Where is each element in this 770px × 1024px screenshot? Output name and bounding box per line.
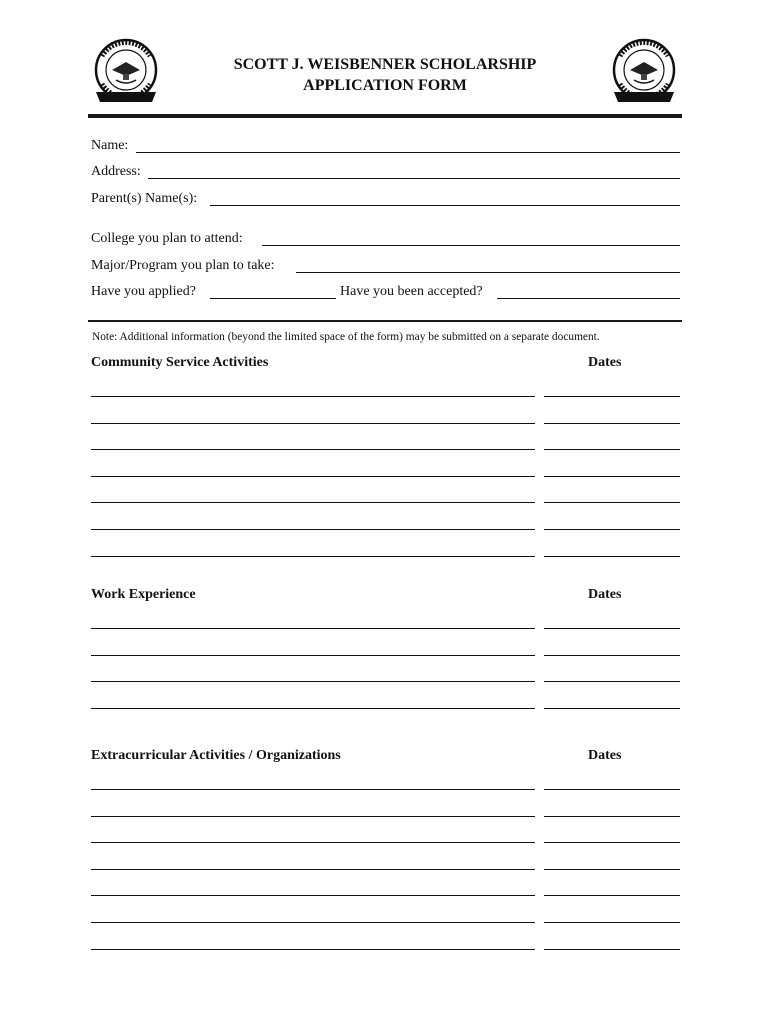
community-dates-line[interactable] <box>544 502 680 503</box>
form-title-line2: APPLICATION FORM <box>303 77 467 94</box>
extracurricular-dates-line[interactable] <box>544 842 680 843</box>
address-field[interactable] <box>148 178 680 179</box>
extracurricular-heading: Extracurricular Activities / Organizations <box>91 748 341 763</box>
extracurricular-activity-line[interactable] <box>91 895 535 896</box>
extracurricular-dates-line[interactable] <box>544 949 680 950</box>
extracurricular-activity-line[interactable] <box>91 922 535 923</box>
section-divider <box>88 320 682 322</box>
community-dates-line[interactable] <box>544 556 680 557</box>
extracurricular-activity-line[interactable] <box>91 949 535 950</box>
major-field[interactable] <box>296 272 680 273</box>
college-field[interactable] <box>262 245 680 246</box>
major-label: Major/Program you plan to take: <box>91 258 275 273</box>
work-dates-line[interactable] <box>544 655 680 656</box>
community-dates-line[interactable] <box>544 529 680 530</box>
community-dates-line[interactable] <box>544 396 680 397</box>
form-title-line1: SCOTT J. WEISBENNER SCHOLARSHIP <box>233 56 537 73</box>
work-experience-heading: Work Experience <box>91 587 196 602</box>
foundation-logo-left <box>90 36 162 108</box>
extracurricular-dates-line[interactable] <box>544 789 680 790</box>
header-divider <box>88 114 682 118</box>
community-activity-line[interactable] <box>91 502 535 503</box>
work-activity-line[interactable] <box>91 681 535 682</box>
applied-label: Have you applied? <box>91 284 196 299</box>
address-label: Address: <box>91 164 141 179</box>
extracurricular-activity-line[interactable] <box>91 789 535 790</box>
parents-label: Parent(s) Name(s): <box>91 191 198 206</box>
extracurricular-dates-heading: Dates <box>588 748 622 763</box>
extracurricular-activity-line[interactable] <box>91 869 535 870</box>
name-field[interactable] <box>136 152 680 153</box>
work-dates-line[interactable] <box>544 681 680 682</box>
college-label: College you plan to attend: <box>91 231 243 246</box>
community-activity-line[interactable] <box>91 449 535 450</box>
community-activity-line[interactable] <box>91 476 535 477</box>
name-label: Name: <box>91 138 129 153</box>
extracurricular-activity-line[interactable] <box>91 842 535 843</box>
parents-field[interactable] <box>210 205 680 206</box>
extracurricular-dates-line[interactable] <box>544 922 680 923</box>
work-dates-line[interactable] <box>544 708 680 709</box>
community-dates-line[interactable] <box>544 476 680 477</box>
community-dates-line[interactable] <box>544 449 680 450</box>
accepted-field[interactable] <box>497 298 680 299</box>
community-service-heading: Community Service Activities <box>91 355 269 370</box>
work-dates-line[interactable] <box>544 628 680 629</box>
extracurricular-activity-line[interactable] <box>91 816 535 817</box>
work-activity-line[interactable] <box>91 655 535 656</box>
work-activity-line[interactable] <box>91 628 535 629</box>
extracurricular-dates-line[interactable] <box>544 895 680 896</box>
accepted-label: Have you been accepted? <box>340 284 483 299</box>
note-text: Note: Additional information (beyond the limited space of the form) may be submitted on a separate document. <box>92 331 600 343</box>
applied-field[interactable] <box>210 298 336 299</box>
work-activity-line[interactable] <box>91 708 535 709</box>
community-activity-line[interactable] <box>91 556 535 557</box>
extracurricular-dates-line[interactable] <box>544 816 680 817</box>
community-activity-line[interactable] <box>91 423 535 424</box>
community-dates-line[interactable] <box>544 423 680 424</box>
work-dates-heading: Dates <box>588 587 622 602</box>
community-activity-line[interactable] <box>91 529 535 530</box>
extracurricular-dates-line[interactable] <box>544 869 680 870</box>
community-dates-heading: Dates <box>588 355 622 370</box>
community-activity-line[interactable] <box>91 396 535 397</box>
foundation-logo-right <box>608 36 680 108</box>
